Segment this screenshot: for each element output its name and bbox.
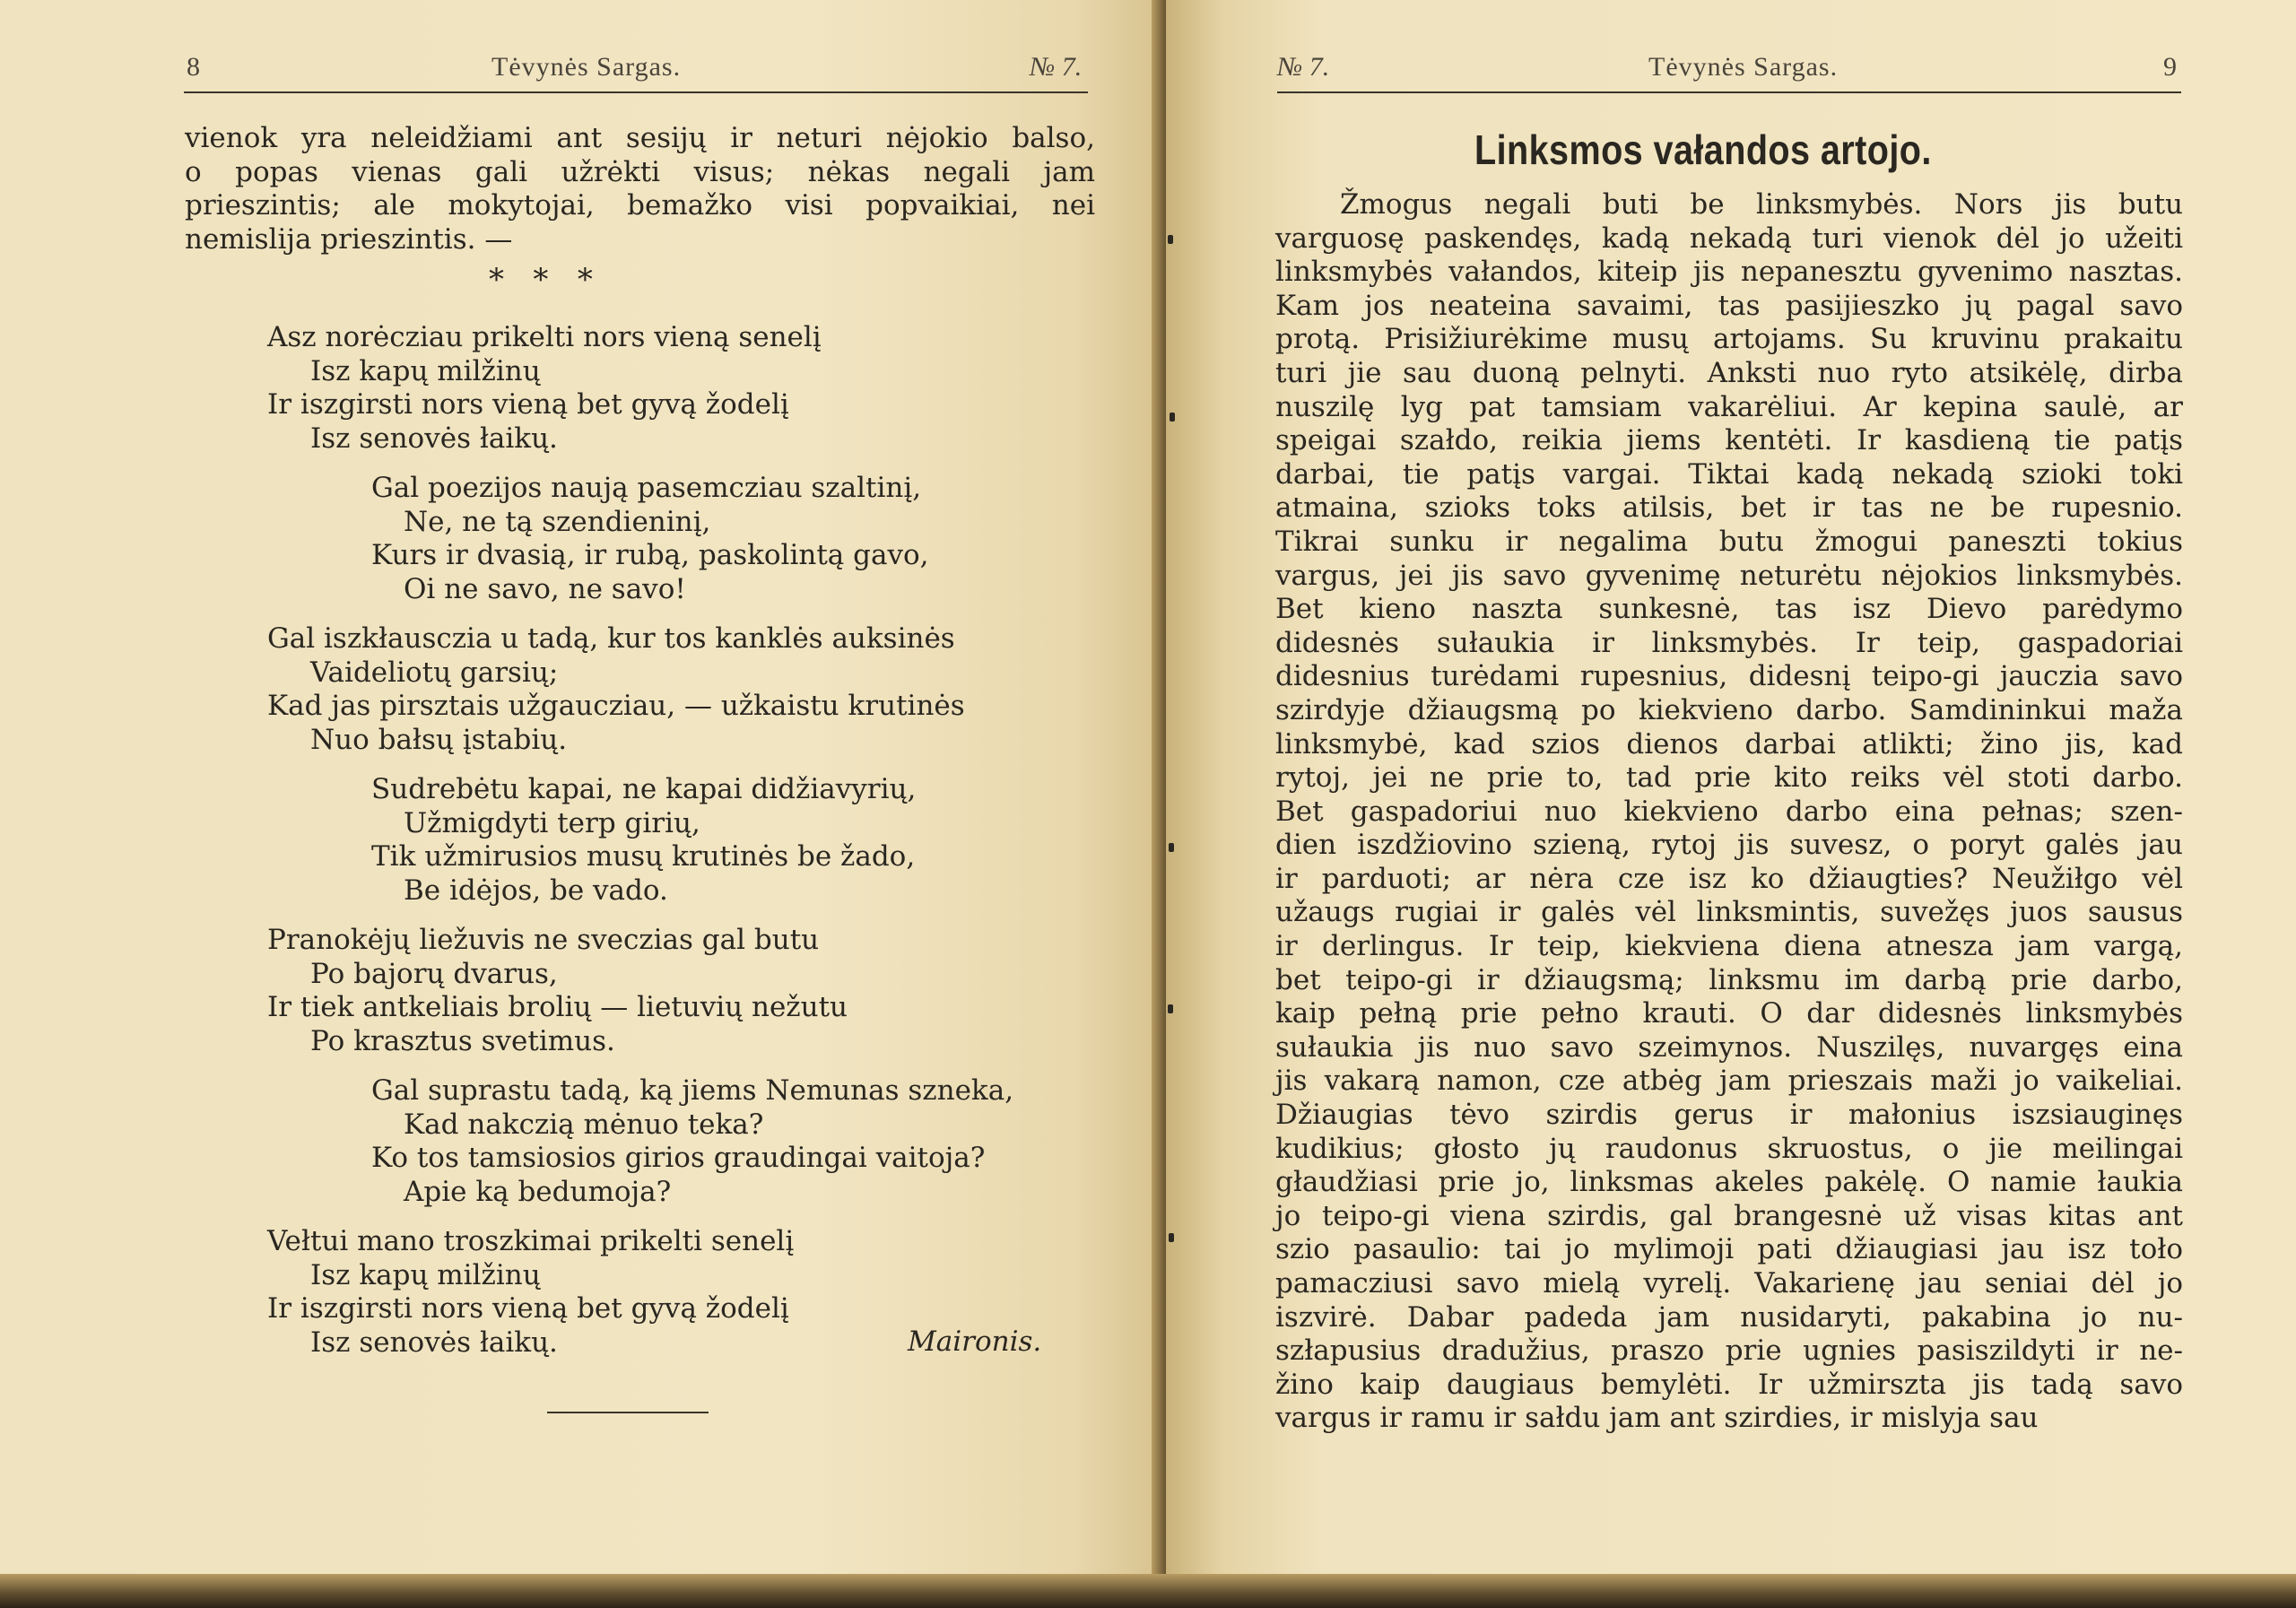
article-line: iszvirė. Dabar padeda jam nusidaryti, pakabina jo nu-	[1275, 1300, 2183, 1334]
right-page	[1166, 0, 2296, 1608]
verse-line: Nuo bałsų įstabių.	[310, 723, 568, 756]
article-line: turi jie sau duoną pelnyti. Anksti nuo ryto atsikėlę, dirba	[1275, 356, 2183, 389]
article-line: kaip pełną prie pełno krauti. O dar didesnės linksmybės	[1275, 997, 2183, 1030]
poem-signature: Maironis.	[908, 1326, 1042, 1358]
article-body	[1275, 188, 2183, 1436]
article-line: dien iszdžiovino szieną, rytoj jis suvesz, o poryt galės jau	[1275, 829, 2183, 862]
verse-line: Ko tos tamsiosios girios graudingai vaitoja?	[371, 1142, 986, 1175]
article-line: didesnės sułaukia ir linksmybės. Ir teip, gaspadoriai	[1275, 626, 2183, 659]
verse-line: Sudrebėtu kapai, ne kapai didžiavyrių,	[371, 773, 917, 805]
verse-line: Ir tiek antkeliais brolių — lietuvių nežutu	[267, 991, 848, 1024]
right-page-number: 9	[2163, 52, 2177, 82]
article-line: jis vakarą namon, cze atbėg jam prieszais maži jo vaikeliai.	[1275, 1065, 2183, 1098]
poem-stanza-4	[371, 773, 916, 908]
margin-mark	[1170, 413, 1175, 422]
article-line: ir derlingus. Ir teip, kiekviena diena atnesza jam vargą,	[1275, 930, 2183, 963]
article-line: szio pasaulio: tai jo mylimoji pati džiaugiasi jau isz toło	[1275, 1233, 2183, 1266]
article-line: protą. Prisižiurėkime musų artojams. Su kruvinu prakaitu	[1275, 323, 2183, 356]
verse-line: Po krasztus svetimus.	[310, 1024, 615, 1057]
article-line: ir parduoti; ar nėra cze isz ko džiaugties? Neužiłgo vėl	[1275, 862, 2183, 895]
margin-mark	[1169, 843, 1174, 852]
article-line: Kam jos neateina savaimi, tas pasijieszko jų pagal savo	[1275, 289, 2183, 322]
poem-stanza-6	[371, 1074, 1013, 1209]
article-line: rytoj, jei ne prie to, tad prie kito reiks vėl stoti darbo.	[1275, 761, 2183, 795]
poem-stanza-1	[267, 321, 822, 456]
intro-line: o popas vienas gali užrėkti visus; nėkas negali jam	[185, 155, 1095, 188]
verse-line: Isz senovės łaikų.	[310, 422, 558, 455]
verse-line: Pranokėjų liežuvis ne sveczias gal butu	[267, 924, 820, 956]
verse-line: Isz senovės łaikų.	[310, 1326, 558, 1359]
article-line: linksmybė, kad szios dienos darbai atlikti; žino jis, kad	[1275, 727, 2183, 761]
verse-line: Vełtui mano troszkimai prikelti senelį	[267, 1225, 795, 1257]
article-line: głaudžiasi prie jo, linksmas akeles pakėlę. O namie łaukia	[1275, 1166, 2183, 1199]
verse-line: Vaideliotų garsių;	[310, 656, 559, 689]
section-end-ornament	[547, 1412, 709, 1413]
article-line: sułaukia jis nuo savo szeimynos. Nuszilęs, nuvargęs eina	[1275, 1030, 2183, 1064]
article-line: žino kaip daugiaus bemylėti. Ir užmirszta jis tadą savo	[1275, 1368, 2183, 1401]
article-line: kudikius; głosto jų raudonus skruostus, o jie meilingai	[1275, 1132, 2183, 1165]
article-line: szirdyje džiaugsmą po kiekvieno darbo. Samdininkui maža	[1275, 693, 2183, 726]
article-line: atmaina, szioks toks atilsis, bet ir tas ne be rupesnio.	[1275, 491, 2183, 525]
right-header-rule	[1277, 91, 2181, 93]
verse-line: Gal poezijos naują pasemcziau szaltinį,	[371, 472, 922, 504]
poem-stanza-3	[267, 622, 965, 757]
verse-line: Isz kapų milžinų	[310, 1258, 541, 1291]
left-issue-number: № 7.	[1030, 52, 1083, 82]
intro-line: prieszintis; ale mokytojai, bemažko visi popvaikiai, nei	[185, 189, 1095, 222]
verse-line: Užmigdyti terp girių,	[404, 806, 700, 839]
left-intro-paragraph	[185, 122, 1095, 256]
article-line: vargus ir ramu ir sałdu jam ant szirdies, ir mislyja sau	[1275, 1402, 2039, 1435]
article-line: bet teipo-gi ir džiaugsmą; linksmu im darbą prie darbo,	[1275, 963, 2183, 996]
article-line: nuszilę lyg pat tamsiam vakarėliui. Ar kepina saulė, ar	[1275, 390, 2183, 423]
article-line: Bet kieno naszta sunkesnė, tas isz Dievo parėdymo	[1275, 593, 2183, 626]
verse-line: Be idėjos, be vado.	[404, 874, 668, 907]
verse-line: Oi ne savo, ne savo!	[404, 572, 686, 605]
margin-mark	[1168, 1004, 1173, 1013]
article-line: darbai, tie patįs vargai. Tiktai kadą nekadą szioki toki	[1275, 457, 2183, 491]
verse-line: Isz kapų milžinų	[310, 354, 541, 387]
article-line: jo teipo-gi viena szirdis, gal brangesnė už visas kitas ant	[1275, 1199, 2183, 1232]
left-running-title: Tėvynės Sargas.	[491, 52, 682, 82]
book-bottom-edge	[0, 1574, 2296, 1608]
article-line: vargus, jei jis savo gyvenimę neturėtu nėjokios linksmybės.	[1275, 559, 2183, 592]
verse-line: Kurs ir dvasią, ir rubą, paskolintą gavo,	[371, 539, 929, 572]
verse-line: Apie ką bedumoja?	[404, 1175, 672, 1208]
article-title: Linksmos vałandos artojo.	[1474, 126, 1932, 173]
poem-stanza-7	[267, 1225, 794, 1360]
margin-mark	[1169, 1233, 1174, 1242]
poem-stanza-2	[371, 472, 929, 606]
left-header-rule	[184, 91, 1088, 93]
left-page-number: 8	[187, 52, 200, 82]
verse-line: Gal suprastu tadą, ką jiems Nemunas szneka,	[371, 1074, 1014, 1107]
article-line: varguosę paskendęs, kadą nekadą turi vienok dėl jo užeiti	[1275, 222, 2183, 255]
article-line: užaugs rugiai ir galės vėl linksmintis, suvežęs juos sausus	[1275, 896, 2183, 929]
verse-line: Ir iszgirsti nors vieną bet gyvą žodelį	[267, 1292, 789, 1326]
verse-line: Tik užmirusios musų krutinės be žado,	[371, 840, 916, 874]
article-line: szłapusius dradužius, praszo prie ugnies pasiszildyti ir ne-	[1275, 1334, 2183, 1368]
verse-line: Asz norėcziau prikelti nors vieną senelį	[267, 321, 822, 353]
asterism: * * *	[489, 262, 593, 298]
verse-line: Ir iszgirsti nors vieną bet gyvą žodelį	[267, 388, 789, 422]
article-line: linksmybės vałandos, kiteip jis nepanesztu gyvenimo nasztas.	[1275, 256, 2183, 289]
article-line: Žmogus negali buti be linksmybės. Nors jis butu	[1340, 188, 2183, 221]
verse-line: Po bajorų dvarus,	[310, 957, 558, 990]
right-running-title: Tėvynės Sargas.	[1648, 52, 1839, 82]
verse-line: Gal iszkłausczia u tadą, kur tos kanklės auksinės	[267, 622, 955, 655]
right-issue-number: № 7.	[1277, 52, 1330, 82]
intro-line: nemislija prieszintis. —	[185, 222, 513, 256]
article-line: pamacziusi savo mielą vyrelį. Vakarienę jau seniai dėl jo	[1275, 1267, 2183, 1299]
article-line: speigai szałdo, reikia jiems kentėti. Ir kasdieną tie patįs	[1275, 424, 2183, 457]
article-line: Džiaugias tėvo szirdis gerus ir małonius iszsiauginęs	[1275, 1099, 2183, 1132]
verse-line: Kad nakczią mėnuo teka?	[404, 1108, 764, 1141]
intro-line: vienok yra neleidžiami ant sesijų ir neturi nėjokio balso,	[185, 122, 1095, 154]
article-line: didesnius turėdami rupesnius, didesnį teipo-gi jauczia savo	[1275, 660, 2183, 693]
verse-line: Kad jas pirsztais užgaucziau, — užkaistu krutinės	[267, 690, 965, 723]
article-line: Bet gaspadoriui nuo kiekvieno darbo eina pełnas; szen-	[1275, 795, 2183, 828]
margin-mark	[1168, 235, 1173, 244]
poem-stanza-5	[267, 924, 848, 1058]
article-line: Tikrai sunku ir negalima butu žmogui paneszti tokius	[1275, 525, 2183, 558]
verse-line: Ne, ne tą szendieninį,	[404, 505, 711, 538]
